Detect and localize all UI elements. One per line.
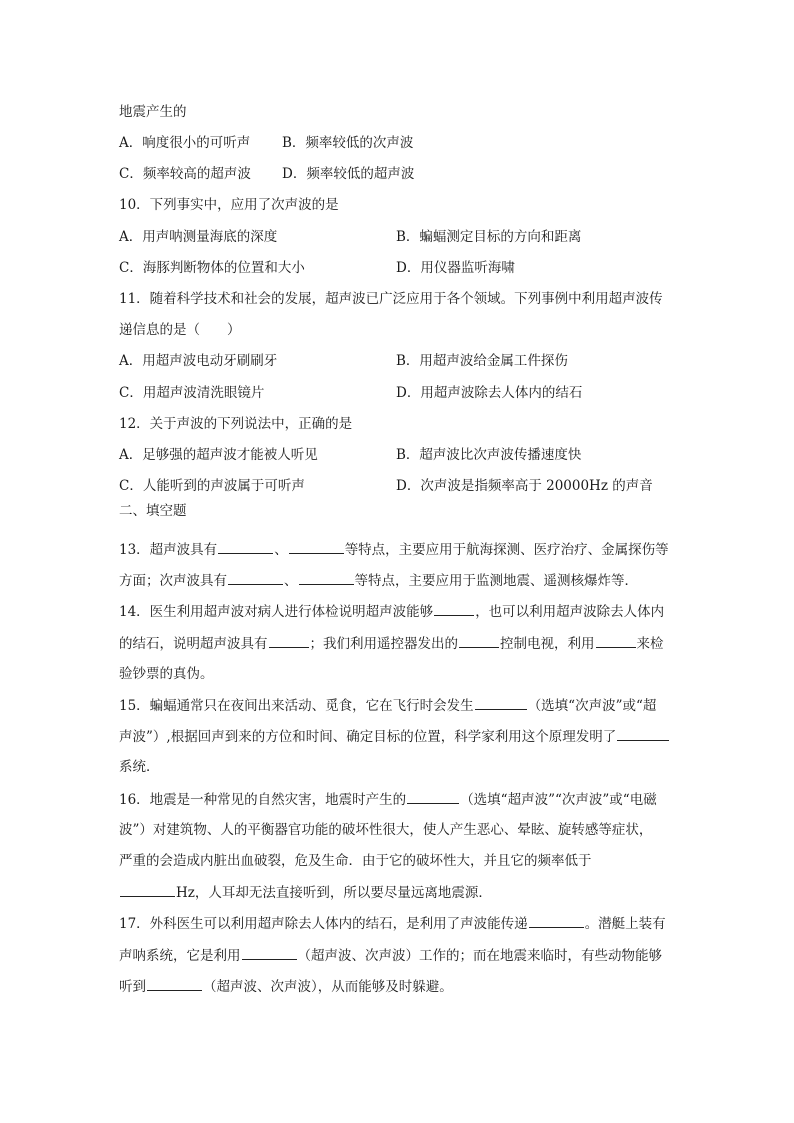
q12-option-a: A．足够强的超声波才能被人听见: [119, 447, 318, 463]
answer-blank[interactable]: [299, 570, 354, 585]
q16-text: Hz，人耳却无法直接听到，所以要尽量远离地震源．: [176, 885, 492, 901]
q12-option-d: D．次声波是指频率高于 20000Hz 的声音: [396, 478, 653, 494]
q17-text: （超声波、次声波）工作的；而在地震来临时，有些动物能够: [297, 948, 662, 964]
q11-option-a: A．用超声波电动牙刷刷牙: [119, 353, 278, 369]
q16-line4: [119, 882, 492, 903]
answer-blank[interactable]: [434, 601, 474, 616]
q13-line2: [119, 570, 638, 591]
answer-blank[interactable]: [269, 633, 309, 648]
q17-text: 。潜艇上装有: [584, 916, 666, 932]
q10-option-a: A．用声呐测量海底的深度: [119, 229, 278, 245]
q12-option-b: B．超声波比次声波传播速度快: [396, 447, 582, 463]
q11-option-b: B．用超声波给金属工件探伤: [396, 353, 568, 369]
q9-option-d: D．频率较低的超声波: [282, 166, 415, 182]
q9-option-a: A．响度很小的可听声: [119, 135, 251, 151]
q13-text: 、: [274, 542, 288, 558]
q9-stem-tail: 地震产生的: [119, 104, 187, 120]
q15-text: 声波”）,根据回声到来的方位和时间、确定目标的位置，科学家利用这个原理发明了: [119, 729, 617, 745]
q17-text: 声呐系统，它是利用: [119, 948, 241, 964]
q15-text: （选填“次声波”或“超: [527, 698, 657, 714]
q14-text: 来检: [636, 636, 664, 652]
q15-text: 15．蝙蝠通常只在夜间出来活动、觅食，它在飞行时会发生: [119, 698, 474, 714]
q12-option-c: C．人能听到的声波属于可听声: [119, 478, 305, 494]
q13-text: 方面；次声波具有: [119, 573, 227, 589]
q12-stem: 12．关于声波的下列说法中，正确的是: [119, 416, 353, 432]
q9-option-c: C．频率较高的超声波: [119, 166, 251, 182]
answer-blank[interactable]: [529, 913, 584, 928]
q10-option-c: C．海豚判断物体的位置和大小: [119, 260, 305, 276]
answer-blank[interactable]: [475, 695, 527, 710]
q16-line2: 波”）对建筑物、人的平衡器官功能的破坏性很大，使人产生恶心、晕眩、旋转感等症状，: [119, 822, 653, 838]
answer-blank[interactable]: [289, 539, 344, 554]
q11-stem-line2: 递信息的是（ ）: [119, 322, 241, 338]
q11-option-c: C．用超声波清洗眼镜片: [119, 385, 265, 401]
q17-text: （超声波、次声波），从而能够及时躲避。: [203, 979, 453, 995]
q13-text: 等特点，主要应用于监测地震、遥测核爆炸等．: [354, 573, 638, 589]
q13-line1: [119, 539, 669, 560]
q17-text: 17．外科医生可以利用超声除去人体内的结石，是利用了声波能传递: [119, 916, 528, 932]
q11-stem-line1: 11．随着科学技术和社会的发展，超声波已广泛应用于各个领域。下列事例中利用超声波传: [119, 291, 663, 307]
q10-stem: 10．下列事实中，应用了次声波的是: [119, 197, 339, 213]
answer-blank[interactable]: [242, 945, 297, 960]
q17-line3: [119, 976, 453, 997]
q16-line3: 严重的会造成内脏出血破裂，危及生命．由于它的破坏性大，并且它的频率低于: [119, 853, 592, 869]
q10-option-b: B．蝙蝠测定目标的方向和距离: [396, 229, 582, 245]
answer-blank[interactable]: [459, 633, 499, 648]
q14-line3: 验钞票的真伪。: [119, 666, 214, 682]
q16-text: 16．地震是一种常见的自然灾害，地震时产生的: [119, 792, 407, 808]
answer-blank[interactable]: [228, 570, 283, 585]
q17-line2: [119, 945, 662, 966]
answer-blank[interactable]: [407, 789, 459, 804]
answer-blank[interactable]: [218, 539, 273, 554]
q17-text: 听到: [119, 979, 146, 995]
q14-text: ，也可以利用超声波除去人体内: [475, 604, 665, 620]
answer-blank[interactable]: [596, 633, 636, 648]
q15-line3: 系统．: [119, 759, 160, 775]
q13-text: 等特点，主要应用于航海探测、医疗治疗、金属探伤等: [344, 542, 669, 558]
q17-line1: [119, 913, 666, 934]
q9-option-b: B．频率较低的次声波: [282, 135, 414, 151]
q11-option-d: D．用超声波除去人体内的结石: [396, 385, 583, 401]
section-fill-in-heading: 二、填空题: [119, 503, 187, 519]
q14-text: 14．医生利用超声波对病人进行体检说明超声波能够: [119, 604, 434, 620]
answer-blank[interactable]: [120, 882, 175, 897]
q16-text: （选填“超声波”“次声波”或“电磁: [460, 792, 657, 808]
q14-line1: [119, 601, 664, 622]
q16-line1: [119, 789, 657, 810]
q14-text: 的结石，说明超声波具有: [119, 636, 268, 652]
q14-line2: [119, 633, 664, 654]
q14-text: ；我们利用遥控器发出的: [309, 636, 458, 652]
q15-line1: [119, 695, 656, 716]
q10-option-d: D．用仪器监听海啸: [396, 260, 515, 276]
q13-text: 、: [284, 573, 298, 589]
q15-line2: [119, 726, 670, 747]
answer-blank[interactable]: [617, 726, 669, 741]
q13-text: 13．超声波具有: [119, 542, 218, 558]
q14-text: 控制电视，利用: [500, 636, 595, 652]
answer-blank[interactable]: [147, 976, 202, 991]
